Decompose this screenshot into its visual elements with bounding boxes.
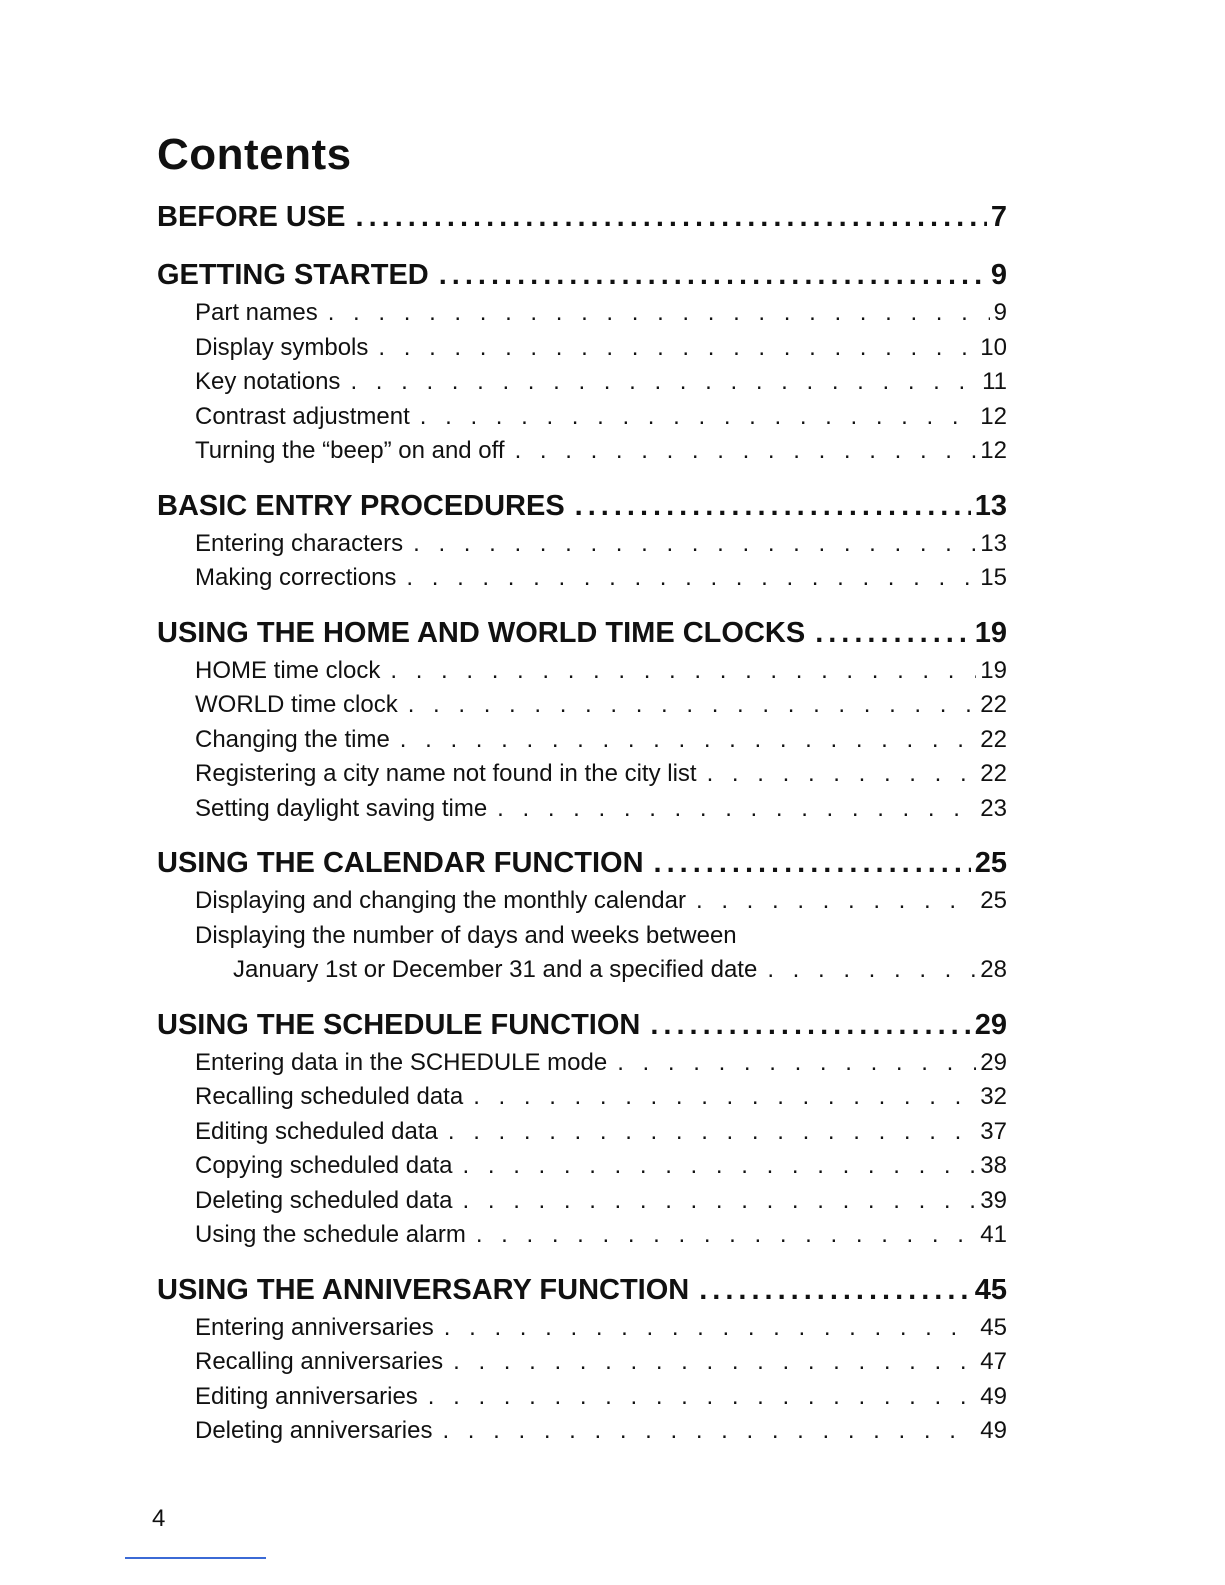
toc-heading-label: USING THE SCHEDULE FUNCTION xyxy=(157,1008,641,1041)
page-title: Contents xyxy=(157,130,352,179)
toc-item-days-weeks-line1[interactable]: Displaying the number of days and weeks between xyxy=(195,921,737,949)
toc-item-page: 11 xyxy=(982,368,1007,395)
toc-item-changing-the-time[interactable] xyxy=(157,723,1007,758)
toc-item-label: Recalling anniversaries xyxy=(195,1348,444,1375)
toc-item-page: 45 xyxy=(980,1313,1007,1341)
toc-item-monthly-calendar[interactable] xyxy=(157,884,1007,919)
toc-item-schedule-alarm[interactable] xyxy=(157,1218,1007,1253)
toc-heading-before-use[interactable] xyxy=(157,196,1007,238)
toc-item-label: Entering characters xyxy=(195,529,404,557)
dot-leader xyxy=(767,953,976,988)
dot-leader xyxy=(696,884,976,919)
toc-item-page: 29 xyxy=(980,1048,1007,1076)
toc-item-editing-schedule[interactable] xyxy=(157,1115,1007,1150)
dot-leader xyxy=(815,612,971,654)
toc-item-entering-anniversaries[interactable] xyxy=(157,1311,1007,1346)
toc-item-world-time-clock[interactable] xyxy=(157,688,1007,723)
toc-item-label: Key notations xyxy=(195,368,341,395)
toc-item-entering-schedule[interactable] xyxy=(157,1046,1007,1081)
toc-item-days-weeks-line2[interactable] xyxy=(157,953,1007,988)
toc-section-schedule xyxy=(157,1004,1007,1253)
toc-heading-basic-entry[interactable] xyxy=(157,485,1007,527)
page-number: 4 xyxy=(152,1505,166,1532)
toc-item-editing-anniversaries[interactable] xyxy=(157,1380,1007,1415)
toc-heading-label: GETTING STARTED xyxy=(157,259,429,291)
toc-item-label: Displaying and changing the monthly calendar xyxy=(195,887,686,914)
dot-leader xyxy=(453,1345,976,1380)
toc-heading-label: USING THE ANNIVERSARY FUNCTION xyxy=(157,1273,690,1306)
toc-item-page: 19 xyxy=(980,656,1007,684)
toc-heading-getting-started[interactable] xyxy=(157,254,1007,296)
toc-heading-label: BEFORE USE xyxy=(157,201,346,233)
dot-leader xyxy=(420,400,977,435)
toc-item-label: Part names xyxy=(195,299,318,326)
toc-item-page: 23 xyxy=(980,794,1007,822)
toc-heading-label: USING THE CALENDAR FUNCTION xyxy=(157,847,644,879)
toc-item-page: 9 xyxy=(993,299,1007,326)
toc-item-label: Making corrections xyxy=(195,564,397,591)
toc-item-page: 28 xyxy=(980,956,1007,983)
toc-item-page: 47 xyxy=(980,1348,1007,1375)
toc-section-time-clocks xyxy=(157,612,1007,827)
dot-leader xyxy=(650,1004,970,1046)
dot-leader xyxy=(442,1414,976,1449)
dot-leader xyxy=(473,1080,976,1115)
toc-item-page: 15 xyxy=(980,564,1007,591)
toc-heading-calendar[interactable] xyxy=(157,842,1007,884)
toc-item-page: 22 xyxy=(980,760,1007,787)
toc-item-label: HOME time clock xyxy=(195,656,381,684)
toc-item-label: Editing anniversaries xyxy=(195,1382,418,1410)
toc-item-page: 12 xyxy=(980,402,1007,430)
toc-section-before-use xyxy=(157,196,1007,238)
toc-item-label: Recalling scheduled data xyxy=(195,1083,464,1110)
toc-item-label: Setting daylight saving time xyxy=(195,794,488,822)
toc-heading-schedule[interactable] xyxy=(157,1004,1007,1046)
bottom-rule xyxy=(125,1557,266,1559)
dot-leader xyxy=(350,365,978,400)
toc-item-label: Display symbols xyxy=(195,333,369,361)
toc-item-label: Using the schedule alarm xyxy=(195,1221,466,1248)
toc-item-page: 49 xyxy=(980,1382,1007,1410)
toc-item-label: WORLD time clock xyxy=(195,691,398,718)
toc-item-label: Changing the time xyxy=(195,725,390,753)
toc-item-page: 25 xyxy=(980,887,1007,914)
toc-section-basic-entry xyxy=(157,485,1007,596)
toc-item-recalling-schedule[interactable] xyxy=(157,1080,1007,1115)
toc-item-label: Deleting anniversaries xyxy=(195,1417,433,1444)
toc-item-daylight-saving[interactable] xyxy=(157,792,1007,827)
toc-heading-anniversary[interactable] xyxy=(157,1269,1007,1311)
toc-item-label: Entering data in the SCHEDULE mode xyxy=(195,1048,608,1076)
toc-item-page: 22 xyxy=(980,691,1007,718)
toc-section-getting-started xyxy=(157,254,1007,469)
dot-leader xyxy=(707,757,977,792)
dot-leader xyxy=(439,254,987,296)
table-of-contents xyxy=(157,196,1007,1465)
toc-item-copying-schedule[interactable] xyxy=(157,1149,1007,1184)
toc-item-page: 10 xyxy=(980,333,1007,361)
dot-leader xyxy=(476,1218,976,1253)
toc-section-calendar xyxy=(157,842,1007,988)
toc-item-deleting-anniversaries[interactable] xyxy=(157,1414,1007,1449)
toc-item-page: 13 xyxy=(980,529,1007,557)
toc-item-beep[interactable] xyxy=(157,434,1007,469)
toc-heading-label: USING THE HOME AND WORLD TIME CLOCKS xyxy=(157,616,806,649)
toc-heading-label: BASIC ENTRY PROCEDURES xyxy=(157,489,565,522)
toc-item-home-time-clock[interactable] xyxy=(157,654,1007,689)
dot-leader xyxy=(515,434,977,469)
toc-item-page: 12 xyxy=(980,437,1007,464)
dot-leader xyxy=(400,723,977,758)
toc-item-page: 32 xyxy=(980,1083,1007,1110)
dot-leader xyxy=(654,842,971,884)
toc-item-part-names[interactable] xyxy=(157,296,1007,331)
toc-item-label: Editing scheduled data xyxy=(195,1117,438,1145)
toc-item-contrast-adjustment[interactable] xyxy=(157,400,1007,435)
toc-heading-page: 25 xyxy=(974,847,1007,879)
dot-leader xyxy=(463,1184,977,1219)
dot-leader xyxy=(378,331,976,366)
toc-heading-page: 13 xyxy=(974,489,1007,522)
toc-item-page: 38 xyxy=(980,1152,1007,1179)
toc-item-label: Contrast adjustment xyxy=(195,402,410,430)
toc-item-registering-city[interactable] xyxy=(157,757,1007,792)
dot-leader xyxy=(448,1115,976,1150)
dot-leader xyxy=(413,527,976,562)
toc-item-label: Deleting scheduled data xyxy=(195,1186,453,1214)
toc-heading-page: 29 xyxy=(974,1008,1007,1041)
dot-leader xyxy=(356,196,987,238)
toc-item-page: 41 xyxy=(980,1221,1007,1248)
toc-item-page: 49 xyxy=(980,1417,1007,1444)
toc-item-label: Copying scheduled data xyxy=(195,1152,453,1179)
dot-leader xyxy=(390,654,976,689)
toc-item-deleting-schedule[interactable] xyxy=(157,1184,1007,1219)
toc-item-label: Entering anniversaries xyxy=(195,1313,434,1341)
dot-leader xyxy=(463,1149,977,1184)
dot-leader xyxy=(617,1046,976,1081)
toc-item-page: 22 xyxy=(980,725,1007,753)
dot-leader xyxy=(699,1269,970,1311)
toc-item-page: 39 xyxy=(980,1186,1007,1214)
toc-item-label: January 1st or December 31 and a specified date xyxy=(233,956,758,983)
dot-leader xyxy=(444,1311,977,1346)
toc-heading-page: 45 xyxy=(974,1273,1007,1306)
toc-heading-page: 9 xyxy=(990,259,1007,291)
dot-leader xyxy=(328,296,990,331)
dot-leader xyxy=(406,561,976,596)
toc-item-display-symbols[interactable] xyxy=(157,331,1007,366)
toc-item-recalling-anniversaries[interactable] xyxy=(157,1345,1007,1380)
toc-item-label: Registering a city name not found in the city list xyxy=(195,760,697,787)
toc-item-label: Turning the “beep” on and off xyxy=(195,437,505,464)
toc-item-entering-characters[interactable] xyxy=(157,527,1007,562)
toc-item-key-notations[interactable] xyxy=(157,365,1007,400)
toc-heading-page: 7 xyxy=(990,201,1007,233)
dot-leader xyxy=(575,485,971,527)
dot-leader xyxy=(497,792,976,827)
toc-item-page: 37 xyxy=(980,1117,1007,1145)
toc-item-making-corrections[interactable] xyxy=(157,561,1007,596)
dot-leader xyxy=(408,688,977,723)
dot-leader xyxy=(428,1380,977,1415)
toc-heading-page: 19 xyxy=(974,616,1007,649)
toc-heading-time-clocks[interactable] xyxy=(157,612,1007,654)
toc-section-anniversary xyxy=(157,1269,1007,1449)
